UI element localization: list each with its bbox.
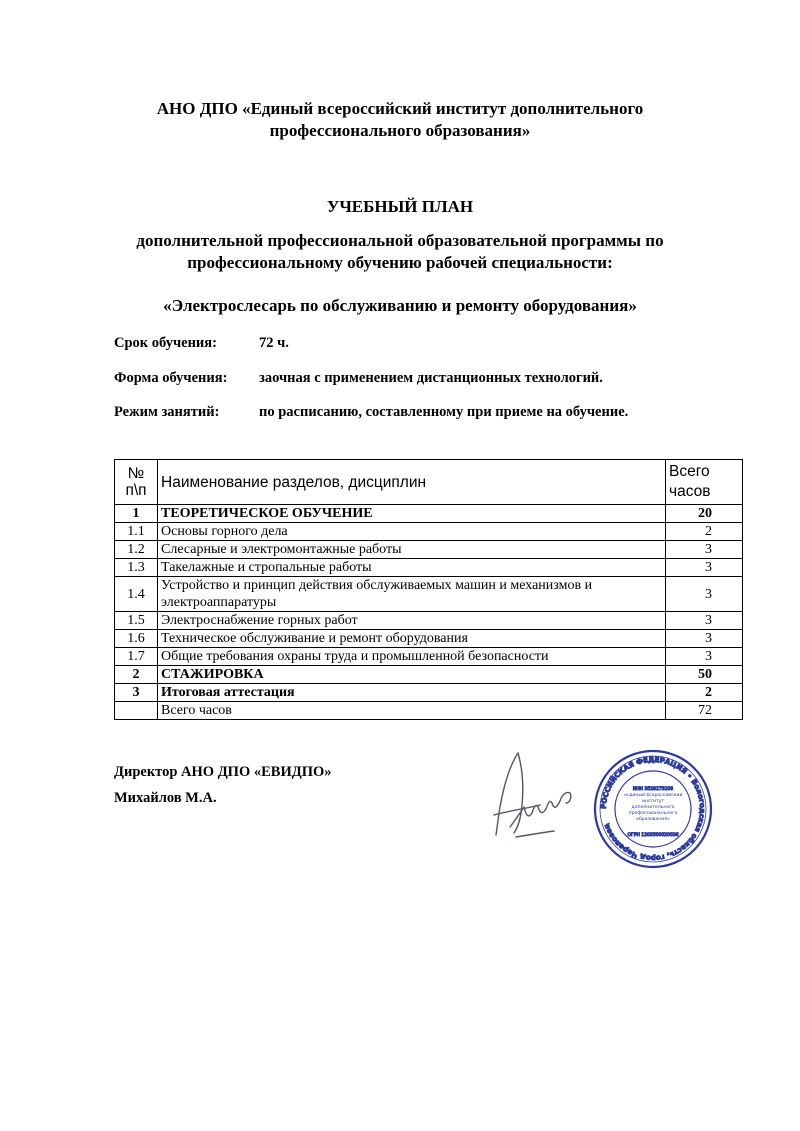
org-line-2: профессионального образования»	[269, 121, 531, 140]
signatory-name: Михайлов М.А.	[114, 790, 217, 806]
row-number: 2	[115, 666, 158, 684]
row-name: Слесарные и электромонтажные работы	[158, 541, 666, 559]
subtitle-line-1: дополнительной профессиональной образовательной программы по	[136, 231, 664, 250]
meta-label: Режим занятий:	[114, 404, 220, 420]
subtitle-line-2: профессиональному обучению рабочей специальности:	[187, 253, 613, 272]
header-name: Наименование разделов, дисциплин	[158, 460, 666, 505]
row-number: 1.1	[115, 523, 158, 541]
table-row	[115, 630, 743, 648]
row-name: Основы горного дела	[158, 523, 666, 541]
header-hours	[666, 460, 743, 505]
curriculum-table	[114, 459, 743, 720]
header-hours-line-2: часов	[669, 483, 711, 500]
organization-seal	[592, 748, 714, 870]
row-name: Всего часов	[158, 702, 666, 720]
meta-value: по расписанию, составленному при приеме на обучение.	[259, 404, 629, 420]
row-name: ТЕОРЕТИЧЕСКОЕ ОБУЧЕНИЕ	[158, 505, 666, 523]
table-row	[115, 505, 743, 523]
row-number: 1.2	[115, 541, 158, 559]
header-num: № п\п	[115, 460, 158, 505]
plan-subtitle	[0, 230, 800, 274]
table-row	[115, 684, 743, 702]
meta-label: Срок обучения:	[114, 335, 217, 351]
row-hours: 3	[666, 612, 743, 630]
row-hours: 50	[666, 666, 743, 684]
row-name: Электроснабжение горных работ	[158, 612, 666, 630]
row-number: 1.3	[115, 559, 158, 577]
row-hours: 3	[666, 630, 743, 648]
row-hours: 2	[666, 684, 743, 702]
table-header-row	[115, 460, 743, 505]
row-number: 1.5	[115, 612, 158, 630]
signatory-position: Директор АНО ДПО «ЕВИДПО»	[114, 764, 332, 780]
organization-title	[0, 98, 800, 142]
table-row	[115, 541, 743, 559]
row-name: Общие требования охраны труда и промышленной безопасности	[158, 648, 666, 666]
row-number: 1.7	[115, 648, 158, 666]
handwritten-signature	[488, 745, 588, 845]
row-number	[115, 702, 158, 720]
row-name: Техническое обслуживание и ремонт оборудования	[158, 630, 666, 648]
seal-outer-text: РОССИЙСКАЯ ФЕДЕРАЦИЯ • Вологодская область, город Череповец	[599, 755, 707, 863]
table-row	[115, 612, 743, 630]
org-line-1: АНО ДПО «Единый всероссийский институт дополнительного	[156, 99, 644, 118]
header-hours-line-1: Всего	[669, 463, 710, 480]
row-hours: 3	[666, 577, 743, 612]
row-name: Такелажные и стропальные работы	[158, 559, 666, 577]
row-name: СТАЖИРОВКА	[158, 666, 666, 684]
row-hours: 20	[666, 505, 743, 523]
table-row	[115, 666, 743, 684]
meta-label: Форма обучения:	[114, 370, 228, 386]
row-hours: 72	[666, 702, 743, 720]
row-number: 1.4	[115, 577, 158, 612]
row-hours: 2	[666, 523, 743, 541]
seal-inn: ИНН 3528275208	[632, 787, 674, 792]
table-row	[115, 523, 743, 541]
row-hours: 3	[666, 648, 743, 666]
row-name: Итоговая аттестация	[158, 684, 666, 702]
row-number: 1	[115, 505, 158, 523]
row-number: 1.6	[115, 630, 158, 648]
meta-value: заочная с применением дистанционных технологий.	[259, 370, 603, 386]
table-row	[115, 577, 743, 612]
row-hours: 3	[666, 541, 743, 559]
plan-title: УЧЕБНЫЙ ПЛАН	[326, 197, 474, 216]
table-row	[115, 559, 743, 577]
program-name: «Электрослесарь по обслуживанию и ремонту оборудования»	[163, 296, 637, 315]
seal-inner-text: «Единый всероссийский институт дополнительного профессионального образования»	[623, 793, 683, 822]
table-row	[115, 648, 743, 666]
meta-value: 72 ч.	[259, 335, 289, 351]
row-name: Устройство и принцип действия обслуживаемых машин и механизмов и электроаппаратуры	[158, 577, 666, 612]
row-number: 3	[115, 684, 158, 702]
table-row	[115, 702, 743, 720]
seal-ogrn: ОГРН 1203500020036	[627, 833, 679, 838]
row-hours: 3	[666, 559, 743, 577]
